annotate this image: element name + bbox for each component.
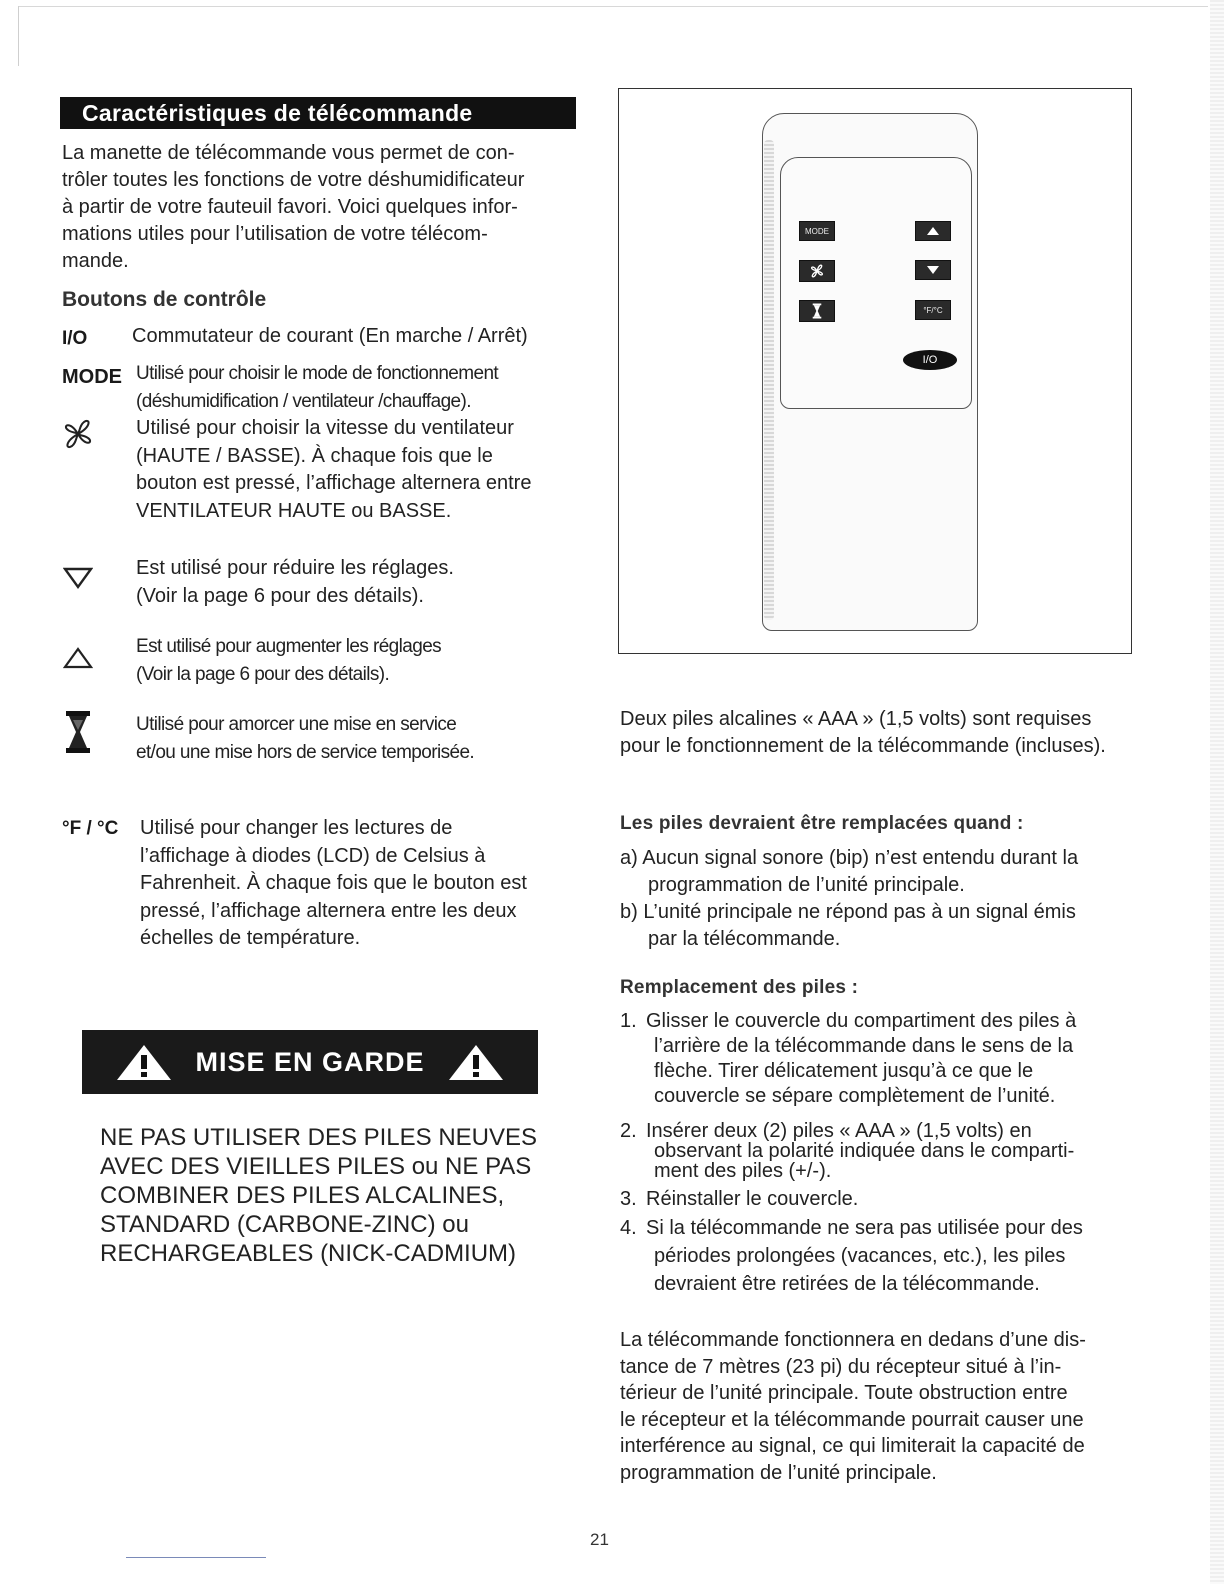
replacement-heading: Remplacement des piles : xyxy=(620,977,859,998)
remote-side-edge xyxy=(764,140,774,620)
remote-down-button xyxy=(915,260,951,280)
scan-right-edge xyxy=(1210,0,1224,1584)
remote-button-panel xyxy=(780,157,972,409)
remote-mode-button: MODE xyxy=(799,221,835,241)
remote-temp-button: °F/°C xyxy=(915,300,951,320)
fan-icon xyxy=(58,414,98,454)
replace-when-heading: Les piles devraient être remplacées quand : xyxy=(620,813,1024,834)
mode-key-label: MODE xyxy=(62,366,122,388)
fan-description: Utilisé pour choisir la vitesse du ventilateur (HAUTE / BASSE). À chaque fois que le bouton est pressé, l’affichage alternera entre VENTILATEUR HAUTE ou BASSE. xyxy=(136,417,532,522)
mode-description: Utilisé pour choisir le mode de fonctionnement (déshumidification / ventilateur /chauffage). xyxy=(136,363,499,412)
remote-timer-button xyxy=(799,300,835,322)
section-title: Caractéristiques de télécommande xyxy=(60,97,576,129)
triangle-up-icon xyxy=(926,226,940,236)
list-item: a) Aucun signal sonore (bip) n’est entendu durant la programmation de l’unité principale. xyxy=(620,847,1079,896)
battery-intro: Deux piles alcalines « AAA » (1,5 volts) sont requises pour le fonctionnement de la télécommande (incluses). xyxy=(620,708,1106,757)
warning-text: NE PAS UTILISER DES PILES NEUVES AVEC DES VIEILLES PILES ou NE PAS COMBINER DES PILES ALCALINES, STANDARD (CARBONE-ZINC) ou RECHARGEABLES (NICK-CADMIUM) xyxy=(100,1124,538,1267)
warning-banner xyxy=(82,1030,538,1094)
intro-paragraph: La manette de télécommande vous permet de con- trôler toutes les fonctions de votre déshumidificateur à partir de votre fauteuil favori. Voici quelques infor- mations utiles pour l’utilisation de votre télécom- mande. xyxy=(62,142,525,272)
io-description: Commutateur de courant (En marche / Arrêt) xyxy=(132,325,528,347)
io-key-label: I/O xyxy=(62,328,88,349)
timer-description: Utilisé pour amorcer une mise en service et/ou une mise hors de service temporisée. xyxy=(136,714,475,763)
triangle-down-icon xyxy=(926,265,940,275)
list-item: 2. Insérer deux (2) piles « AAA » (1,5 volts) en observant la polarité indiquée dans le comparti- ment des piles (+/-). xyxy=(620,1120,1075,1182)
hourglass-icon xyxy=(58,712,98,752)
list-item: 4. Si la télécommande ne sera pas utilisée pour des périodes prolongées (vacances, etc.), les piles devraient être retirées de la télécommande. xyxy=(620,1217,1083,1295)
remote-io-button: I/O xyxy=(903,350,957,370)
range-paragraph: La télécommande fonctionnera en dedans d’une dis- tance de 7 mètres (23 pi) du récepteur situé à l’in- térieur de l’unité principale. Toute obstruction entre le récepteur et la télécommande pourrait causer une interférence au signal, ce qui limiterait la capacité de programmation de l’unité principale. xyxy=(620,1329,1086,1484)
triangle-up-icon xyxy=(58,638,98,678)
page-number: 21 xyxy=(590,1530,609,1549)
scan-left-line xyxy=(18,6,19,66)
scan-top-line xyxy=(18,6,1208,7)
hourglass-icon xyxy=(812,303,822,319)
temp-description: Utilisé pour changer les lectures de l’affichage à diodes (LCD) de Celsius à Fahrenheit. À chaque fois que le bouton est pressé, l’affichage alternera entre les deux échelles de température. xyxy=(140,817,527,949)
replace-when-list xyxy=(620,845,1160,953)
warning-title: MISE EN GARDE xyxy=(195,1046,425,1077)
fan-icon xyxy=(809,263,825,279)
list-item: 1. Glisser le couvercle du compartiment des piles à l’arrière de la télécommande dans le sens de la flèche. Tirer délicatement jusqu’à ce que le couvercle se sépare complètement de l’unité. xyxy=(620,1010,1077,1107)
temp-key-label: °F / °C xyxy=(62,818,119,839)
down-description: Est utilisé pour réduire les réglages. (Voir la page 6 pour des détails). xyxy=(136,557,454,607)
list-item: b) L’unité principale ne répond pas à un signal émis par la télécommande. xyxy=(620,901,1076,950)
remote-fan-button xyxy=(799,260,835,282)
triangle-down-icon xyxy=(58,558,98,598)
remote-up-button xyxy=(915,221,951,241)
controls-heading: Boutons de contrôle xyxy=(62,288,267,311)
up-description: Est utilisé pour augmenter les réglages (Voir la page 6 pour des détails). xyxy=(136,636,442,685)
footer-rule xyxy=(126,1557,266,1558)
warning-triangle-icon xyxy=(447,1042,505,1082)
warning-triangle-icon xyxy=(115,1042,173,1082)
list-item: 3. Réinstaller le couvercle. xyxy=(620,1188,859,1210)
replacement-steps xyxy=(620,1009,1160,1298)
